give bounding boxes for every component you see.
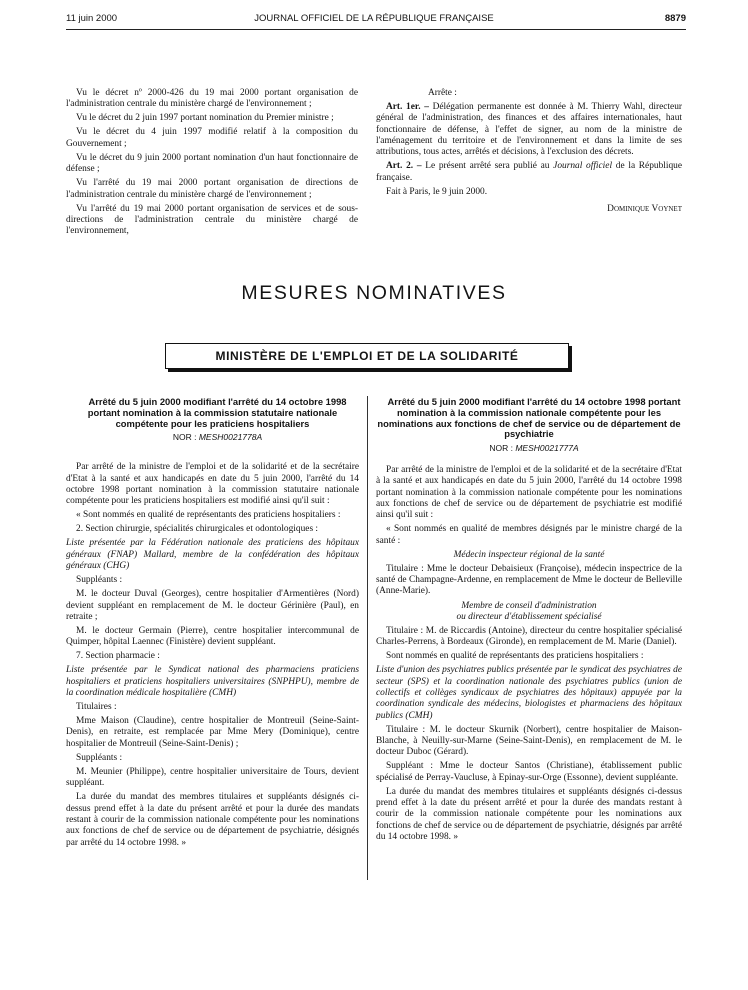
- header-page-number: 8879: [664, 13, 686, 24]
- top-left-column: [66, 88, 358, 240]
- left-article: [66, 397, 359, 852]
- right-article-title: Arrêté du 5 juin 2000 modifiant l'arrêté du 14 octobre 1998 portant nomination à la commission nationale compétente pour les nominations aux fonctions de chef de service ou de département de psychiatrie: [377, 396, 681, 440]
- right-article: [376, 397, 682, 846]
- visa-paragraph: Vu le décret nº 2000-426 du 19 mai 2000 portant organisation de l'administration centrale du ministère chargé de l'environnement ;: [66, 88, 358, 110]
- paragraph: Mme Maison (Claudine), centre hospitalier de Montreuil (Seine-Saint-Denis), en retraite, est remplacée par Mme Mery (Dominique), centre hospitalier de Montreuil (Seine-Saint-Denis) ;: [66, 716, 359, 749]
- left-article-title: Arrêté du 5 juin 2000 modifiant l'arrêté du 14 octobre 1998 portant nomination à la commission statutaire nationale compétente pour les praticiens hospitaliers: [87, 396, 347, 429]
- visa-paragraph: Vu l'arrêté du 19 mai 2000 portant organisation de directions de l'administration centrale du ministère chargé de l'environnement ;: [66, 178, 358, 200]
- nor-label: NOR :: [172, 432, 197, 443]
- journal-officiel-ref: Journal officiel: [553, 161, 613, 172]
- section-title: MESURES NOMINATIVES: [241, 282, 507, 304]
- paragraph: Titulaire : Mme le docteur Debaisieux (Françoise), médecin inspectrice de la santé de Champagne-Ardenne, en remplacement de Mme le docteur de Belleville (Anne-Marie).: [376, 563, 682, 597]
- list-heading: Liste présentée par le Syndicat national des pharmaciens praticiens hospitaliers et praticiens hospitaliers universitaires (SNPHPU), membre de la coordination médicale hospitalière (CMH): [66, 665, 359, 698]
- article-1-label: Art. 1er. –: [386, 102, 429, 113]
- paragraph: M. le docteur Duval (Georges), centre hospitalier d'Armentières (Nord) devient suppléant en remplacement de M. le docteur Gérinière (Paul), en retraite ;: [66, 589, 359, 622]
- paragraph: Suppléants :: [76, 575, 123, 586]
- paragraph: La durée du mandat des membres titulaires et suppléants désignés ci-dessus prend effet à la date du présent arrêté et pour la durée des mandats restant à courir de la commission nationale compétente pour les nominations aux fonctions de chef de service ou de département de psychiatrie, désignés par arrêté du 14 octobre 1998. »: [376, 786, 682, 842]
- subheading: Membre de conseil d'administration: [461, 600, 597, 611]
- visa-paragraph: Vu le décret du 9 juin 2000 portant nomination d'un haut fonctionnaire de défense ;: [66, 152, 358, 175]
- visa-paragraph: Vu l'arrêté du 19 mai 2000 portant organisation de services et de sous-directions de l'administration centrale du ministère chargé de l'environnement,: [66, 203, 358, 237]
- header-rule: [66, 29, 686, 30]
- paragraph: « Sont nommés en qualité de membres désignés par le ministre chargé de la santé :: [376, 524, 682, 546]
- subheading: ou directeur d'établissement spécialisé: [456, 611, 602, 622]
- paragraph: M. le docteur Germain (Pierre), centre hospitalier intercommunal de Quimper, hôpital Laennec (Finistère) devient suppléant.: [66, 625, 359, 648]
- header-journal-title: JOURNAL OFFICIEL DE LA RÉPUBLIQUE FRANÇAISE: [254, 13, 494, 24]
- article-2-text-after: de la République française.: [376, 161, 683, 183]
- ministry-banner: MINISTÈRE DE L'EMPLOI ET DE LA SOLIDARITÉ: [165, 343, 569, 369]
- fait-a-paris: Fait à Paris, le 9 juin 2000.: [386, 186, 488, 197]
- paragraph: Suppléant : Mme le docteur Santos (Christiane), établissement public spécialisé de Perray-Vaucluse, à Epinay-sur-Orge (Essonne), devient suppléante.: [376, 761, 682, 783]
- paragraph: 2. Section chirurgie, spécialités chirurgicales et odontologiques :: [76, 524, 319, 535]
- paragraph: Par arrêté de la ministre de l'emploi et de la solidarité et de la secrétaire d'Etat à la santé et aux handicapés en date du 5 juin 2000, l'arrêté du 14 octobre 1998 portant nomination à la commission nationale compétente pour les nominations aux fonctions de chef de service ou de département de psychiatrie est modifié ainsi qu'il suit :: [376, 465, 682, 521]
- article-1: [376, 102, 682, 158]
- visa-paragraph: Vu le décret du 2 juin 1997 portant nomination du Premier ministre ;: [76, 113, 334, 124]
- paragraph: La durée du mandat des membres titulaires et suppléants désignés ci-dessus prend effet à la date du présent arrêté et pour la durée des mandats restant à courir de la commission nationale compétente pour les nominations aux fonctions de chef de service ou de département de psychiatrie, désignés par arrêté du 14 octobre 1998. »: [66, 792, 359, 848]
- paragraph: Suppléants :: [76, 752, 123, 763]
- arrete-label: Arrête :: [428, 88, 457, 98]
- list-heading: Liste d'union des psychiatres publics présentée par le syndicat des psychiatres de secteur (SPS) et la coordination nationale des psychiatres publics (union de collectifs et collèges syndicaux de psychiatres des hôpitaux) appuyée par la coordination syndicale des médecins, biologistes et pharmaciens des hôpitaux publics (CMH): [376, 665, 682, 721]
- paragraph: Titulaire : M. de Riccardis (Antoine), directeur du centre hospitalier spécialisé Charles-Perrens, à Bordeaux (Gironde), en remplacement de M. Marie (Daniel).: [376, 625, 682, 648]
- article-2-label: Art. 2. –: [386, 161, 422, 172]
- column-divider: [367, 396, 368, 880]
- paragraph: Titulaire : M. le docteur Skurnik (Norbert), centre hospitalier de Maison-Blanche, à Neuilly-sur-Marne (Seine-Saint-Denis), en remplacement de M. le docteur Duboc (Gérard).: [376, 724, 682, 758]
- article-2: [376, 161, 682, 184]
- subheading: Médecin inspecteur régional de la santé: [453, 549, 605, 560]
- nor-code: MESH0021778A: [198, 432, 263, 443]
- signature: Dominique Voynet: [607, 204, 682, 215]
- nor-label: NOR :: [489, 442, 513, 453]
- paragraph: Par arrêté de la ministre de l'emploi et de la solidarité et de la secrétaire d'Etat à la santé et aux handicapés en date du 5 juin 2000, l'arrêté du 14 octobre 1998 portant nomination à la commission statutaire nationale compétente pour les praticiens hospitaliers est modifié ainsi qu'il suit :: [66, 462, 359, 507]
- paragraph: Sont nommés en qualité de représentants des praticiens hospitaliers :: [386, 651, 644, 662]
- article-2-text-before: Le présent arrêté sera publié au: [425, 161, 550, 172]
- paragraph: 7. Section pharmacie :: [76, 651, 160, 662]
- nor-code: MESH0021777A: [515, 442, 579, 453]
- article-1-text: Délégation permanente est donnée à M. Thierry Wahl, directeur général de l'administration, des finances et des affaires internationales, haut fonctionnaire de défense, à l'effet de signer, au nom de la ministre de l'aménagement du territoire et de l'environnement et dans la limite de ses attributions, tous actes, arrêtés et décisions, à l'exclusion des décrets.: [376, 102, 683, 158]
- paragraph: Titulaires :: [76, 702, 117, 713]
- header-date: 11 juin 2000: [66, 13, 118, 24]
- paragraph: M. Meunier (Philippe), centre hospitalier universitaire de Tours, devient suppléant.: [66, 766, 359, 789]
- right-article-nor: [376, 443, 682, 454]
- paragraph: « Sont nommés en qualité de représentants des praticiens hospitaliers :: [76, 510, 341, 521]
- visa-paragraph: Vu le décret du 4 juin 1997 modifié relatif à la composition du Gouvernement ;: [66, 127, 358, 149]
- top-right-column: [376, 88, 682, 218]
- left-article-nor: [66, 432, 359, 443]
- list-heading: Liste présentée par la Fédération nationale des praticiens des hôpitaux généraux (FNAP) Mallard, membre de la confédération des hôpitaux généraux (CHG): [66, 538, 359, 572]
